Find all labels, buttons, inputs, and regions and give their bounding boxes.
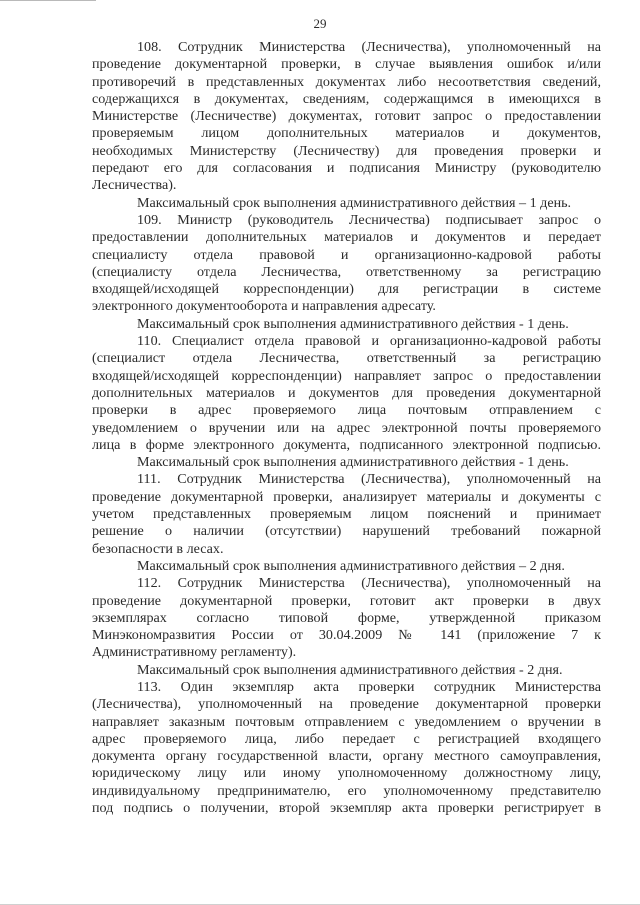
- text-line: под подпись о получении, второй экземпляр акта проверки регистрирует в: [92, 800, 601, 817]
- text-line: дополнительных материалов и документов для проведения документарной: [92, 384, 601, 401]
- text-line: Максимальный срок выполнения административного действия - 1 день.: [137, 315, 569, 332]
- text-line: Максимальный срок выполнения административного действия – 1 день.: [137, 194, 572, 211]
- text-line: адрес проверяемого лица, либо передает с регистрацией входящего: [92, 730, 601, 747]
- text-line: проведение документарной проверки, анализирует материалы и документы с: [92, 488, 601, 505]
- text-line: Максимальный срок выполнения административного действия - 1 день.: [137, 454, 569, 471]
- text-line: Максимальный срок выполнения административного действия – 2 дня.: [137, 557, 565, 574]
- text-line: Лесничества).: [92, 177, 177, 194]
- text-line: безопасности в лесах.: [92, 540, 224, 557]
- document-body: [92, 39, 601, 817]
- text-line: Министерстве (Лесничестве) документах, готовит запрос о предоставлении: [92, 108, 601, 125]
- text-line: (специалист отдела Лесничества, ответственный за регистрацию: [92, 350, 601, 367]
- text-line: индивидуальному предпринимателю, его уполномоченному представителю: [92, 782, 601, 799]
- text-line: экземплярах согласно типовой форме, утвержденной приказом: [92, 609, 601, 626]
- text-line: (специалисту отдела Лесничества, ответственному за регистрацию: [92, 263, 601, 280]
- text-line: передают его для согласования и подписания Министру (руководителю: [92, 160, 601, 177]
- text-line: 108. Сотрудник Министерства (Лесничества), уполномоченный на: [137, 39, 601, 55]
- text-line: 112. Сотрудник Министерства (Лесничества), уполномоченный на: [137, 575, 601, 592]
- text-line: специалисту отдела правовой и организационно-кадровой работы: [92, 246, 601, 263]
- text-line: учетом представленных проверяемым лицом пояснений и принимает: [92, 506, 601, 523]
- text-line: документа органу государственной власти, органу местного самоуправления,: [92, 748, 601, 765]
- text-line: предоставлении дополнительных материалов и документов и передает: [92, 229, 601, 246]
- text-line: проверки в адрес проверяемого лица почтовым отправлением с: [92, 402, 601, 419]
- page-number: 29: [313, 16, 327, 31]
- text-line: Максимальный срок выполнения административного действия - 2 дня.: [137, 661, 563, 678]
- text-line: (Лесничества), уполномоченный на проведение документарной проверки: [92, 696, 601, 713]
- text-line: Административному регламенту).: [92, 644, 297, 661]
- text-line: решение о наличии (отсутствии) нарушений требований пожарной: [92, 523, 601, 540]
- text-line: лица в форме электронного документа, подписанного электронной подписью.: [92, 436, 601, 453]
- scan-edge-line: [0, 0, 96, 1]
- text-line: содержащихся в документах, сведениям, содержащимся в имеющихся в: [92, 90, 601, 107]
- text-line: Минэкономразвития России от 30.04.2009 № 141 (приложение 7 к: [92, 627, 601, 644]
- text-line: 111. Сотрудник Министерства (Лесничества), уполномоченный на: [137, 471, 601, 488]
- text-line: 109. Министр (руководитель Лесничества) подписывает запрос о: [137, 211, 601, 228]
- text-line: проведение документарной проверки, в случае выявления ошибок и/или: [92, 56, 601, 73]
- text-line: проверяемым лицом дополнительных материалов и документов,: [92, 125, 601, 142]
- text-line: входящей/исходящей корреспонденции) для регистрации в системе: [92, 281, 601, 298]
- text-line: проведение документарной проверки, готовит акт проверки в двух: [92, 592, 601, 609]
- text-line: необходимых Министерству (Лесничеству) для проведения проверки и: [92, 142, 601, 159]
- text-line: электронного документооборота и направления адресату.: [92, 298, 436, 315]
- text-line: входящей/исходящей корреспонденции) направляет запрос о предоставлении: [92, 367, 601, 384]
- text-line: юридическому лицу или иному уполномоченному должностному лицу,: [92, 765, 601, 782]
- text-line: направляет заказным почтовым отправлением с уведомлением о вручении в: [92, 713, 601, 730]
- text-line: уведомлением о вручении или на адрес электронной почты проверяемого: [92, 419, 601, 436]
- text-line: 110. Специалист отдела правовой и организационно-кадровой работы: [137, 333, 601, 350]
- text-line: противоречий в представленных документах либо несоответствия сведений,: [92, 73, 601, 90]
- text-line: 113. Один экземпляр акта проверки сотрудник Министерства: [137, 678, 601, 695]
